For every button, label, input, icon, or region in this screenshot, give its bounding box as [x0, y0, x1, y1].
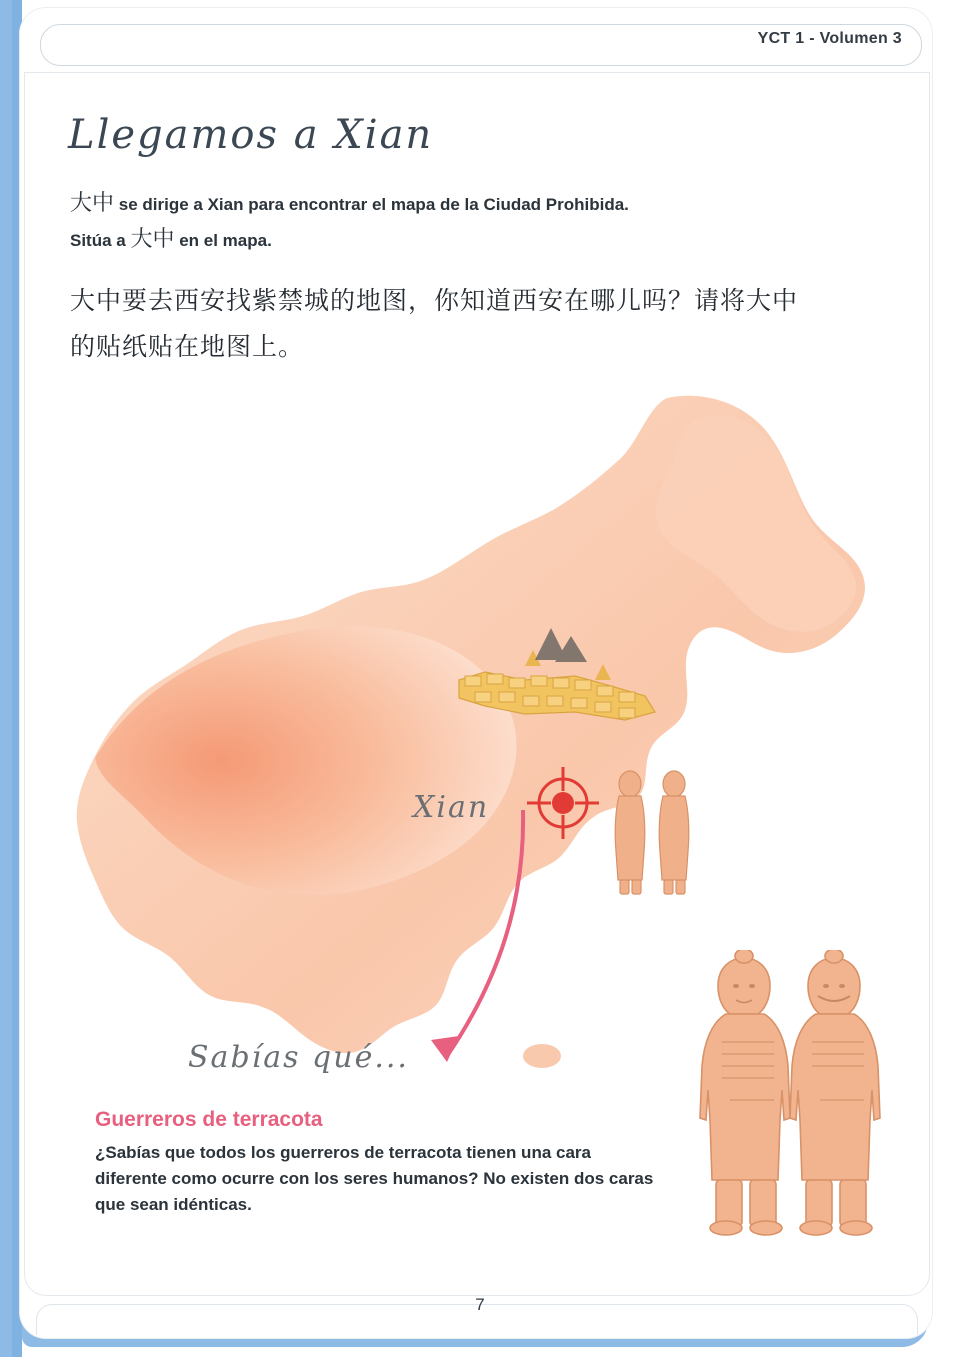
page-title: Llegamos a Xian — [68, 112, 434, 158]
left-blue-bar-inner — [0, 0, 12, 1357]
intro-text-2-pre: Sitúa a — [70, 231, 131, 250]
intro-cjk-name-1: 大中 — [70, 191, 115, 216]
chinese-paragraph: 大中要去西安找紫禁城的地图，你知道西安在哪儿吗？请将大中的贴纸贴在地图上。 — [70, 286, 799, 361]
intro-text-2-post: en el mapa. — [179, 231, 272, 250]
book-title: YCT 1 - Volumen 3 — [757, 30, 902, 47]
fact-box-title: Guerreros de terracota — [95, 1108, 323, 1131]
target-marker — [523, 763, 603, 843]
terracotta-warrior-large-pair — [678, 950, 898, 1240]
city-label-xian: Xian — [413, 790, 490, 825]
hainan-island — [523, 1044, 561, 1068]
intro-sentence-1 — [70, 186, 860, 217]
did-you-know-heading: Sabías qué... — [188, 1040, 409, 1075]
intro-cjk-name-2: 大中 — [130, 227, 175, 252]
page-number: 7 — [475, 1295, 485, 1314]
fact-box-body: ¿Sabías que todos los guerreros de terracota tienen una cara diferente como ocurre con los seres humanos? No existen dos caras que sean idénticas. — [95, 1143, 654, 1214]
pointer-arrow-head — [431, 1036, 459, 1062]
terracotta-warrior-small-pair — [608, 768, 698, 898]
intro-sentence-2 — [70, 222, 272, 253]
intro-text-1: se dirige a Xian para encontrar el mapa de la Ciudad Prohibida. — [118, 195, 629, 214]
